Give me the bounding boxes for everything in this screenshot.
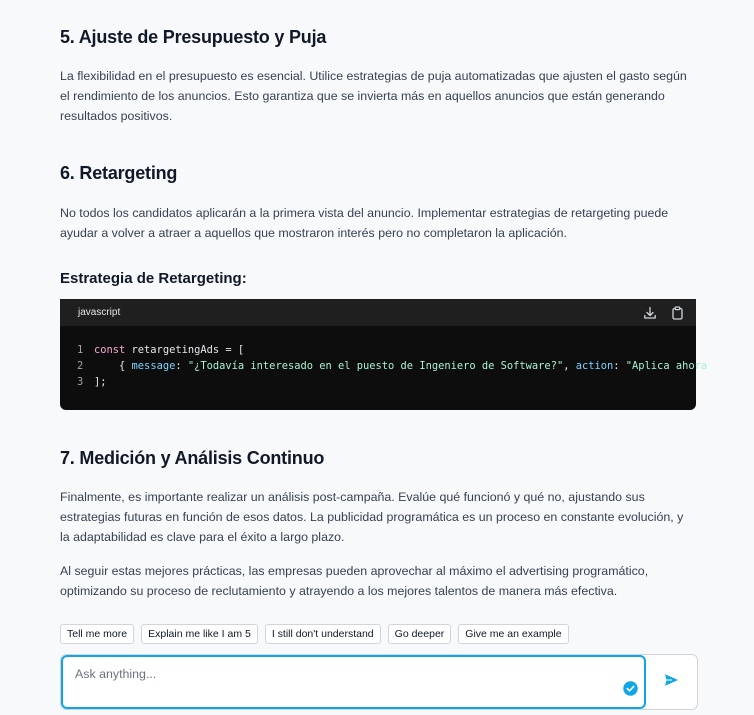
chat-composer (60, 654, 698, 710)
chat-input-frame (61, 655, 646, 709)
send-icon (664, 673, 679, 692)
clipboard-icon[interactable] (671, 306, 684, 320)
code-line: 1 const retargetingAds = [ (77, 344, 245, 356)
section-7-heading: 7. Medición y Análisis Continuo (60, 448, 325, 468)
suggestion-explain-like-5[interactable]: Explain me like I am 5 (141, 624, 258, 644)
code-block (60, 299, 708, 410)
suggestion-go-deeper[interactable]: Go deeper (388, 624, 452, 644)
section-6-heading: 6. Retargeting (60, 163, 178, 183)
code-content (60, 326, 708, 390)
section-5-paragraph: La flexibilidad en el presupuesto es esencial. Utilice estrategias de puja automatizadas que ajusten el gasto según el rendimiento de los anuncios. Esto garantiza que se invierta más en aquellos anuncios que están generando resultados positivos. (60, 69, 687, 123)
download-icon[interactable] (643, 306, 657, 320)
code-line: 2 { message: "¿Todavía interesado en el puesto de Ingeniero de Software?", action: "Aplica ahora (77, 360, 708, 372)
retargeting-strategy-subheading: Estrategia de Retargeting: (60, 270, 247, 287)
code-line: 3 ]; (77, 376, 107, 388)
code-language-label: javascript (78, 307, 121, 318)
code-block-header (60, 299, 696, 326)
conclusion-paragraph: Al seguir estas mejores prácticas, las empresas pueden aprovechar al máximo el advertising programático, optimizando su proceso de reclutamiento y atrayendo a los mejores talentos de manera más efectiva. (60, 564, 649, 598)
section-6-paragraph: No todos los candidatos aplicarán a la primera vista del anuncio. Implementar estrategias de retargeting puede ayudar a volver a atraer a aquellos que mostraron interés pero no completaron la aplicación. (60, 206, 669, 240)
suggestion-tell-me-more[interactable]: Tell me more (60, 624, 134, 644)
suggestion-give-example[interactable]: Give me an example (458, 624, 568, 644)
section-5-heading: 5. Ajuste de Presupuesto y Puja (60, 27, 327, 47)
check-badge-icon (623, 681, 638, 701)
send-button[interactable] (646, 655, 697, 709)
suggestion-chips (60, 624, 569, 644)
suggestion-still-dont-understand[interactable]: I still don't understand (265, 624, 381, 644)
section-7-paragraph: Finalmente, es importante realizar un análisis post-campaña. Evalúe qué funcionó y qué no, ajustando sus estrategias futuras en función de esos datos. La publicidad programática es un proceso en constante evolución, y la adaptabilidad es clave para el éxito a largo plazo. (60, 490, 684, 544)
chat-input[interactable] (73, 665, 637, 699)
